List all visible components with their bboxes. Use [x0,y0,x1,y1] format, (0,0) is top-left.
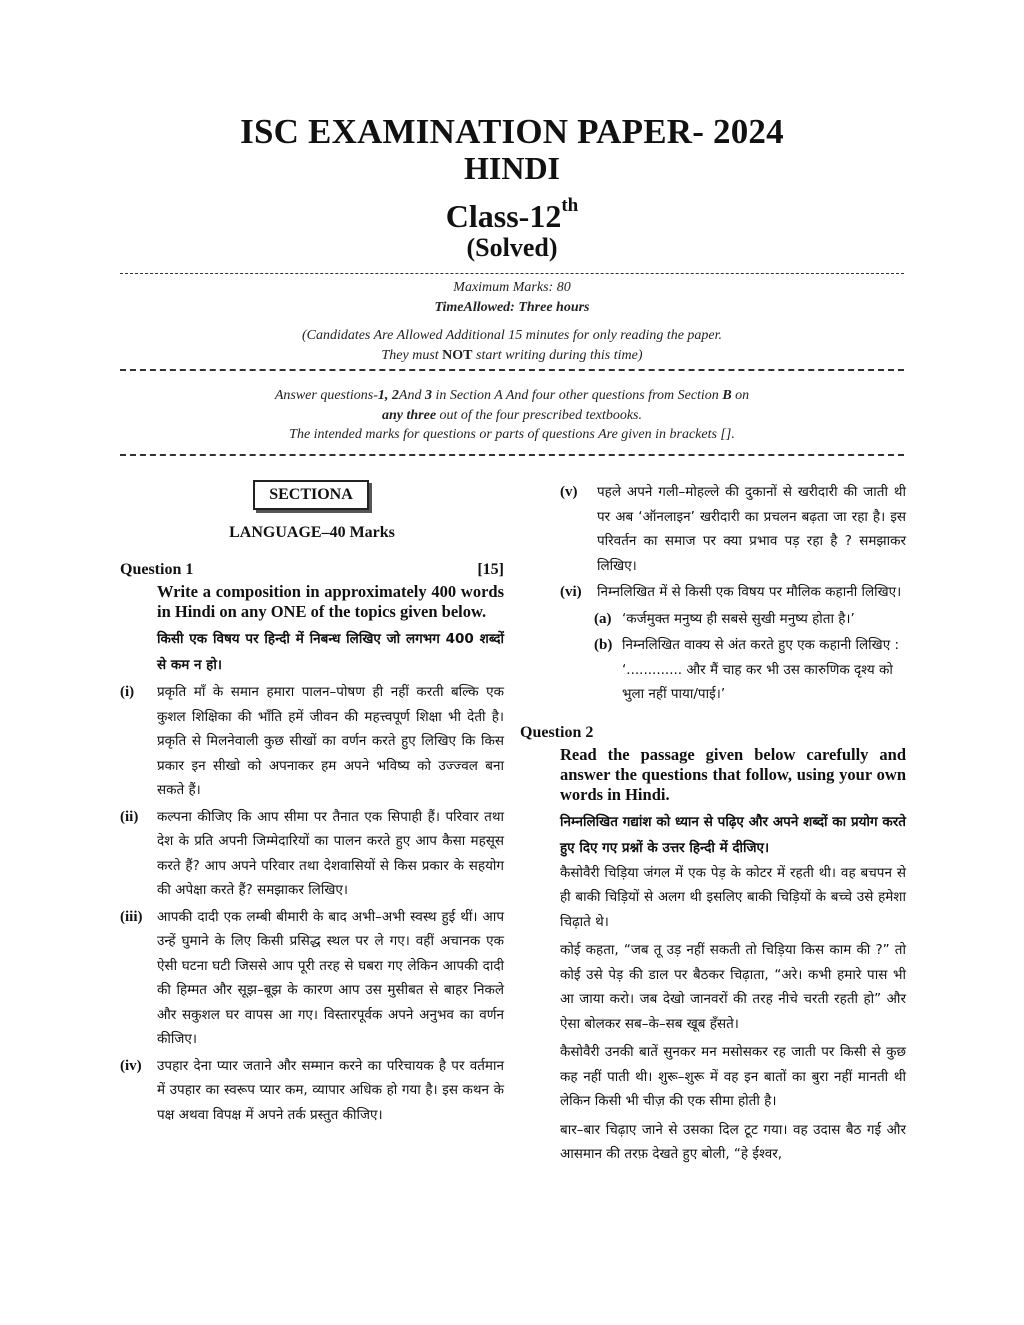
list-item [120,805,504,903]
sub-item-quote: ‘............. और मैं चाह कर भी उस कारुणिक दृश्य को भुला नहीं पाया/पाई।’ [622,661,893,702]
passage-paragraph: कोई कहता, “जब तू उड़ नहीं सकती तो चिड़िया किस काम की ?” तो कोई उसे पेड़ की डाल पर बैठकर चिढ़ाता, “अरे। कभी हमारे पास भी आ जाया करो। जब देखो जानवरों की तरह नीचे चरती रहती हो” और ऐसा बोलकर सब–के–सब खूब हँसते। [560,942,906,1032]
instr-bold: any three [381,408,437,423]
reading-note-line2 [120,346,904,366]
instr-text: on [731,388,750,403]
instructions-line1 [120,386,904,406]
item-number: (iii) [120,908,143,925]
instructions-line3: The intended marks for questions or parts of questions Are given in brackets []. [289,427,735,442]
class-label: Class-12 [445,198,562,234]
item-text: प्रकृति माँ के समान हमारा पालन–पोषण ही नहीं करती बल्कि एक कुशल शिक्षिका की भाँति हमें जीवन की महत्त्वपूर्ण शिक्षा भी देती है। प्रकृति से मिलनेवाली कुछ सीखों का वर्णन करते हुए लिखिए कि किस प्रकार इन सीखो को अपनाकर हम अपने भविष्य को उज्ज्वल बना सकते हैं। [157,684,504,798]
note-bold: NOT [442,348,473,363]
list-item [120,680,504,803]
question-1-english: Write a composition in approximately 400 words in Hindi on any ONE of the topics given below. [157,582,504,621]
sub-item-number: (b) [594,637,613,653]
right-column [520,480,906,1167]
list-item [520,580,906,605]
passage-paragraph: बार–बार चिढ़ाए जाने से उसका दिल टूट गया। वह उदास बैठ गई और आसमान की तरफ़ देखते हुए बोली, “हे ईश्वर, [560,1121,906,1162]
instr-bold: 1, 2 [377,388,399,403]
sub-item-text: ‘कर्जमुक्त मनुष्य ही सबसे सुखी मनुष्य होता है।’ [622,610,855,627]
paper-title: ISC EXAMINATION PAPER- 2024 [240,112,784,151]
question-1-hindi: किसी एक विषय पर हिन्दी में निबन्ध लिखिए जो लगभग 400 शब्दों से कम न हो। [157,631,504,673]
item-text: निम्नलिखित में से किसी एक विषय पर मौलिक कहानी लिखिए। [597,584,902,600]
language-heading: LANGUAGE–40 Marks [229,524,395,541]
subject-title: HINDI [463,150,560,186]
passage-paragraph: कैसोवैरी उनकी बातें सुनकर मन मसोसकर रह जाती पर किसी से कुछ कह नहीं पाती थी। शुरू–शुरू में वह इन बातों का बुरा नहीं मानती थी लेकिन किसी भी चीज़ की एक सीमा होती है। [560,1044,906,1109]
divider [120,369,904,371]
sub-item [594,633,906,658]
note-text: They must [381,348,443,363]
list-item [120,905,504,1052]
max-marks: Maximum Marks: 80 [453,280,571,295]
sub-item-text: निम्नलिखित वाक्य से अंत करते हुए एक कहानी लिखिए : [622,637,900,653]
solved-label: (Solved) [466,233,558,262]
list-item [120,1054,504,1128]
list-item [520,480,906,578]
reading-note-line1: (Candidates Are Allowed Additional 15 minutes for only reading the paper. [301,328,723,343]
item-text: कल्पना कीजिए कि आप सीमा पर तैनात एक सिपाही हैं। परिवार तथा देश के प्रति अपनी जिम्मेदारियों का पालन करते हुए आप कैसा महसूस करते हैं? आप अपने परिवार तथा देशवासियों से किस प्रकार के सहयोग की अपेक्षा करते हैं? समझाकर लिखिए। [157,808,504,898]
sub-item [594,607,906,632]
instructions-line2 [120,406,904,426]
item-text: आपकी दादी एक लम्बी बीमारी के बाद अभी–अभी स्वस्थ हुई थीं। आप उन्हें घुमाने के लिए किसी प्रसिद्ध स्थल पर ले गए। वहीं अचानक एक ऐसी घटना घटी जिससे आप पूरी तरह से घबरा गए लेकिन आपकी दादी की हिम्मत और सूझ–बूझ के कारण आप उस मुसीबत से बाहर निकले और सकुशल घर वापस आ गए। विस्तारपूर्वक अपने अनुभव का वर्णन कीजिए। [157,908,504,1047]
question-label: Question 2 [520,723,594,741]
item-number: (vi) [560,584,582,600]
question-marks: [15] [477,561,504,578]
divider [120,454,904,456]
item-number: (i) [120,684,135,700]
item-number: (iv) [120,1057,142,1074]
sub-item-number: (a) [594,610,612,627]
instr-bold: 3 [424,388,432,403]
passage-paragraph: कैसोवैरी चिड़िया जंगल में एक पेड़ के कोटर में रहती थी। वह बचपन से ही बाकी चिड़ियों से अलग थी इसलिए बाकी चिड़ियों के बच्चे उसे हमेशा चिढ़ाते थे। [560,864,906,930]
question-label: Question 1 [120,561,194,578]
item-number: (ii) [120,808,139,825]
item-text: पहले अपने गली–मोहल्ले की दुकानों से खरीदारी की जाती थी पर अब ‘ऑनलाइन’ खरीदारी का प्रचलन बढ़ता जा रहा है। इस परिवर्तन का समाज पर क्या प्रभाव पड़ रहा है ? समझाकर लिखिए। [597,484,906,574]
instr-text: Answer questions- [274,388,378,403]
question-2-english: Read the passage given below carefully and answer the questions that follow, using your own words in Hindi. [560,744,906,804]
question-2-hindi: निम्नलिखित गद्यांश को ध्यान से पढ़िए और अपने शब्दों का प्रयोग करते हुए दिए गए प्रश्नों के उत्तर हिन्दी में दीजिए। [560,813,906,856]
instr-text: out of the four prescribed textbooks. [436,408,642,423]
left-column [120,478,504,1127]
instr-text: And [398,388,425,403]
time-allowed: TimeAllowed: Three hours [434,300,590,315]
class-title [0,195,1024,235]
question-2-header [520,721,906,745]
section-label-box: SECTIONA [253,480,369,510]
note-text: start writing during this time) [472,348,643,363]
question-1-header [120,558,504,582]
instr-text: in Section A And four other questions from Section [431,388,723,403]
instr-bold: B [722,388,732,403]
item-number: (v) [560,484,578,500]
class-superscript: th [561,195,579,217]
item-text: उपहार देना प्यार जताने और सम्मान करने का परिचायक है पर वर्तमान में उपहार का स्वरूप प्यार कम, व्यापार अधिक हो गया है। इस कथन के पक्ष अथवा विपक्ष में अपने तर्क प्रस्तुत कीजिए। [157,1057,504,1123]
divider [120,273,904,274]
